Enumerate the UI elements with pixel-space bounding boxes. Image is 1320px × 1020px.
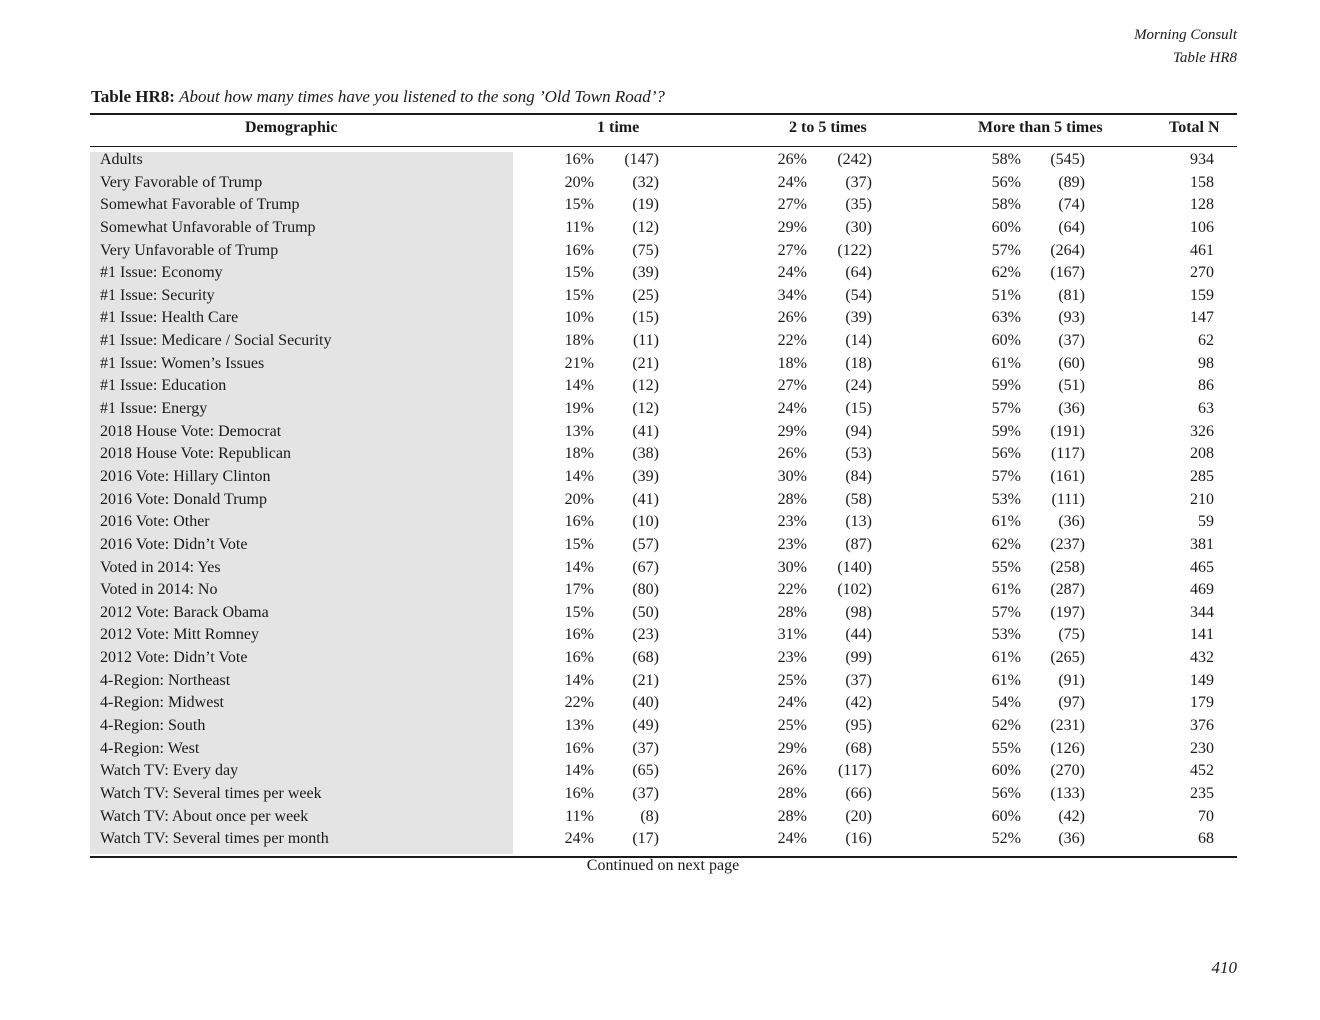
more-than-five-pct: 61% <box>991 671 1021 689</box>
two-to-five-n: (16) <box>845 830 872 848</box>
total-n: 285 <box>1190 467 1214 485</box>
one-time-n: (37) <box>632 739 659 757</box>
two-to-five-n: (242) <box>837 151 872 168</box>
one-time-n: (57) <box>632 535 659 553</box>
col-header-two-to-five: 2 to 5 times <box>789 119 867 136</box>
more-than-five-pct: 55% <box>991 558 1021 576</box>
one-time-pct: 24% <box>564 830 594 848</box>
row-label: #1 Issue: Security <box>100 286 215 304</box>
total-n: 230 <box>1190 739 1214 757</box>
one-time-pct: 16% <box>564 626 594 644</box>
one-time-pct: 18% <box>564 445 594 463</box>
one-time-n: (12) <box>632 377 659 395</box>
total-n: 63 <box>1198 400 1214 418</box>
one-time-n: (15) <box>632 309 659 327</box>
two-to-five-n: (30) <box>845 218 872 236</box>
table-row <box>0 399 1320 422</box>
header-source: Morning Consult <box>1134 27 1237 43</box>
one-time-pct: 11% <box>565 218 594 236</box>
total-n: 469 <box>1190 581 1214 599</box>
two-to-five-n: (53) <box>845 445 872 463</box>
more-than-five-pct: 61% <box>991 581 1021 599</box>
more-than-five-pct: 62% <box>991 717 1021 735</box>
more-than-five-n: (37) <box>1058 332 1085 350</box>
more-than-five-n: (197) <box>1050 603 1085 621</box>
two-to-five-n: (95) <box>845 717 872 735</box>
two-to-five-pct: 29% <box>777 218 807 236</box>
table-row <box>0 263 1320 286</box>
two-to-five-n: (42) <box>845 694 872 712</box>
two-to-five-n: (117) <box>837 762 872 780</box>
total-n: 149 <box>1190 671 1214 689</box>
row-label: #1 Issue: Medicare / Social Security <box>100 332 332 350</box>
more-than-five-n: (167) <box>1050 264 1085 282</box>
row-label: #1 Issue: Women’s Issues <box>100 354 265 372</box>
two-to-five-pct: 26% <box>777 309 807 327</box>
two-to-five-n: (37) <box>845 173 872 191</box>
more-than-five-pct: 55% <box>991 739 1021 757</box>
more-than-five-n: (36) <box>1058 400 1085 418</box>
more-than-five-n: (237) <box>1050 535 1085 553</box>
total-n: 86 <box>1198 377 1214 395</box>
table-row <box>0 716 1320 739</box>
total-n: 934 <box>1190 151 1214 168</box>
table-row <box>0 467 1320 490</box>
table-row <box>0 444 1320 467</box>
table-row <box>0 671 1320 694</box>
two-to-five-pct: 29% <box>777 422 807 440</box>
table-row <box>0 829 1320 852</box>
total-n: 465 <box>1190 558 1214 576</box>
row-label: 2012 Vote: Didn’t Vote <box>100 649 248 667</box>
two-to-five-pct: 26% <box>777 151 807 168</box>
one-time-pct: 14% <box>564 467 594 485</box>
col-header-more-than-five: More than 5 times <box>978 119 1103 136</box>
row-label: 4-Region: Northeast <box>100 671 231 689</box>
total-n: 376 <box>1190 717 1214 735</box>
one-time-n: (21) <box>632 671 659 689</box>
total-n: 158 <box>1190 173 1214 191</box>
two-to-five-n: (98) <box>845 603 872 621</box>
one-time-n: (37) <box>632 784 659 802</box>
one-time-pct: 16% <box>564 513 594 531</box>
one-time-pct: 15% <box>564 196 594 214</box>
row-label: 2016 Vote: Donald Trump <box>100 490 267 508</box>
col-header-one-time: 1 time <box>597 119 640 136</box>
table-row <box>0 512 1320 535</box>
more-than-five-pct: 54% <box>991 694 1021 712</box>
one-time-pct: 19% <box>564 400 594 418</box>
two-to-five-n: (66) <box>845 784 872 802</box>
one-time-n: (39) <box>632 264 659 282</box>
continued-note: Continued on next page <box>586 857 740 874</box>
table-row <box>0 308 1320 331</box>
table-title <box>91 87 665 107</box>
one-time-n: (68) <box>632 649 659 667</box>
more-than-five-pct: 56% <box>991 445 1021 463</box>
more-than-five-n: (75) <box>1058 626 1085 644</box>
table-row <box>0 784 1320 807</box>
more-than-five-pct: 60% <box>991 807 1021 825</box>
more-than-five-n: (89) <box>1058 173 1085 191</box>
row-label: 4-Region: West <box>100 739 200 757</box>
one-time-pct: 10% <box>564 309 594 327</box>
more-than-five-pct: 60% <box>991 762 1021 780</box>
two-to-five-pct: 26% <box>777 445 807 463</box>
table-row <box>0 490 1320 513</box>
total-n: 159 <box>1190 286 1214 304</box>
two-to-five-n: (54) <box>845 286 872 304</box>
row-label: #1 Issue: Education <box>100 377 227 395</box>
row-label: 2018 House Vote: Democrat <box>100 422 282 440</box>
total-n: 235 <box>1190 784 1214 802</box>
col-header-demographic: Demographic <box>245 119 338 136</box>
two-to-five-pct: 22% <box>777 332 807 350</box>
more-than-five-n: (64) <box>1058 218 1085 236</box>
one-time-n: (38) <box>632 445 659 463</box>
more-than-five-pct: 53% <box>991 626 1021 644</box>
row-label: Adults <box>100 151 143 168</box>
one-time-n: (75) <box>632 241 659 259</box>
more-than-five-pct: 58% <box>991 151 1021 168</box>
row-label: 2012 Vote: Mitt Romney <box>100 626 259 644</box>
more-than-five-n: (111) <box>1051 490 1085 508</box>
two-to-five-n: (140) <box>837 558 872 576</box>
two-to-five-pct: 27% <box>777 196 807 214</box>
two-to-five-n: (58) <box>845 490 872 508</box>
row-label: 4-Region: Midwest <box>100 694 224 712</box>
one-time-pct: 15% <box>564 535 594 553</box>
one-time-pct: 11% <box>565 807 594 825</box>
more-than-five-n: (161) <box>1050 467 1085 485</box>
one-time-pct: 21% <box>564 354 594 372</box>
row-label: Somewhat Unfavorable of Trump <box>100 218 316 236</box>
row-label: 2016 Vote: Hillary Clinton <box>100 467 271 485</box>
more-than-five-n: (270) <box>1050 762 1085 780</box>
table-top-rule <box>90 113 1237 115</box>
total-n: 62 <box>1198 332 1214 350</box>
two-to-five-pct: 24% <box>777 400 807 418</box>
two-to-five-pct: 23% <box>777 535 807 553</box>
one-time-pct: 13% <box>564 422 594 440</box>
one-time-pct: 14% <box>564 762 594 780</box>
table-row <box>0 195 1320 218</box>
table-row <box>0 150 1320 173</box>
two-to-five-n: (44) <box>845 626 872 644</box>
one-time-n: (39) <box>632 467 659 485</box>
two-to-five-pct: 26% <box>777 762 807 780</box>
more-than-five-n: (133) <box>1050 784 1085 802</box>
one-time-pct: 16% <box>564 784 594 802</box>
table-row <box>0 648 1320 671</box>
two-to-five-pct: 18% <box>777 354 807 372</box>
row-label: #1 Issue: Economy <box>100 264 223 282</box>
more-than-five-pct: 57% <box>991 603 1021 621</box>
one-time-pct: 15% <box>564 286 594 304</box>
one-time-pct: 16% <box>564 241 594 259</box>
one-time-n: (80) <box>632 581 659 599</box>
more-than-five-pct: 62% <box>991 535 1021 553</box>
total-n: 147 <box>1190 309 1214 327</box>
one-time-n: (12) <box>632 218 659 236</box>
total-n: 326 <box>1190 422 1214 440</box>
two-to-five-pct: 24% <box>777 694 807 712</box>
one-time-pct: 14% <box>564 671 594 689</box>
two-to-five-pct: 22% <box>777 581 807 599</box>
more-than-five-n: (545) <box>1050 151 1085 168</box>
more-than-five-n: (42) <box>1058 807 1085 825</box>
more-than-five-n: (287) <box>1050 581 1085 599</box>
table-row <box>0 241 1320 264</box>
more-than-five-n: (93) <box>1058 309 1085 327</box>
total-n: 461 <box>1190 241 1214 259</box>
row-label: #1 Issue: Energy <box>100 400 208 418</box>
one-time-n: (41) <box>632 422 659 440</box>
total-n: 344 <box>1190 603 1214 621</box>
two-to-five-n: (18) <box>845 354 872 372</box>
more-than-five-n: (191) <box>1050 422 1085 440</box>
two-to-five-pct: 23% <box>777 649 807 667</box>
table-row <box>0 580 1320 603</box>
one-time-n: (23) <box>632 626 659 644</box>
table-row <box>0 761 1320 784</box>
more-than-five-n: (117) <box>1050 445 1085 463</box>
one-time-n: (8) <box>640 807 659 825</box>
two-to-five-n: (24) <box>845 377 872 395</box>
one-time-n: (21) <box>632 354 659 372</box>
table-row <box>0 693 1320 716</box>
more-than-five-n: (231) <box>1050 717 1085 735</box>
two-to-five-n: (35) <box>845 196 872 214</box>
more-than-five-pct: 52% <box>991 830 1021 848</box>
more-than-five-n: (258) <box>1050 558 1085 576</box>
table-row <box>0 218 1320 241</box>
two-to-five-pct: 30% <box>777 558 807 576</box>
two-to-five-n: (102) <box>837 581 872 599</box>
more-than-five-pct: 59% <box>991 422 1021 440</box>
one-time-n: (25) <box>632 286 659 304</box>
table-row <box>0 422 1320 445</box>
more-than-five-n: (36) <box>1058 513 1085 531</box>
two-to-five-pct: 24% <box>777 173 807 191</box>
two-to-five-n: (87) <box>845 535 872 553</box>
more-than-five-pct: 57% <box>991 400 1021 418</box>
two-to-five-n: (84) <box>845 467 872 485</box>
one-time-pct: 17% <box>564 581 594 599</box>
total-n: 270 <box>1190 264 1214 282</box>
table-header-rule <box>90 146 1237 147</box>
total-n: 98 <box>1198 354 1214 372</box>
one-time-pct: 20% <box>564 490 594 508</box>
total-n: 68 <box>1198 830 1214 848</box>
row-label: Voted in 2014: No <box>100 581 218 599</box>
more-than-five-pct: 58% <box>991 196 1021 214</box>
row-label: Watch TV: Several times per week <box>100 784 322 802</box>
table-row <box>0 376 1320 399</box>
row-label: Watch TV: Several times per month <box>100 830 329 848</box>
two-to-five-n: (13) <box>845 513 872 531</box>
two-to-five-pct: 27% <box>777 377 807 395</box>
more-than-five-n: (265) <box>1050 649 1085 667</box>
more-than-five-pct: 56% <box>991 173 1021 191</box>
table-title-question: About how many times have you listened to the song ’Old Town Road’? <box>179 87 665 106</box>
total-n: 128 <box>1190 196 1214 214</box>
row-label: 2016 Vote: Other <box>100 513 210 531</box>
one-time-pct: 22% <box>564 694 594 712</box>
one-time-pct: 16% <box>564 151 594 168</box>
one-time-n: (67) <box>632 558 659 576</box>
one-time-n: (65) <box>632 762 659 780</box>
two-to-five-pct: 28% <box>777 490 807 508</box>
more-than-five-pct: 60% <box>991 218 1021 236</box>
table-row <box>0 807 1320 830</box>
two-to-five-n: (39) <box>845 309 872 327</box>
more-than-five-pct: 53% <box>991 490 1021 508</box>
total-n: 179 <box>1190 694 1214 712</box>
two-to-five-pct: 28% <box>777 807 807 825</box>
two-to-five-pct: 28% <box>777 784 807 802</box>
one-time-n: (19) <box>632 196 659 214</box>
more-than-five-pct: 61% <box>991 354 1021 372</box>
row-label: 2012 Vote: Barack Obama <box>100 603 269 621</box>
one-time-n: (32) <box>632 173 659 191</box>
two-to-five-n: (64) <box>845 264 872 282</box>
more-than-five-pct: 63% <box>991 309 1021 327</box>
table-row <box>0 558 1320 581</box>
one-time-n: (50) <box>632 603 659 621</box>
two-to-five-n: (14) <box>845 332 872 350</box>
two-to-five-pct: 25% <box>777 717 807 735</box>
table-row <box>0 354 1320 377</box>
more-than-five-n: (51) <box>1058 377 1085 395</box>
table-row <box>0 173 1320 196</box>
more-than-five-n: (81) <box>1058 286 1085 304</box>
one-time-pct: 18% <box>564 332 594 350</box>
header-table-id: Table HR8 <box>1172 50 1237 66</box>
more-than-five-pct: 61% <box>991 649 1021 667</box>
one-time-n: (41) <box>632 490 659 508</box>
one-time-n: (10) <box>632 513 659 531</box>
more-than-five-n: (126) <box>1050 739 1085 757</box>
table-body <box>0 150 1320 852</box>
total-n: 452 <box>1190 762 1214 780</box>
one-time-pct: 14% <box>564 558 594 576</box>
total-n: 208 <box>1190 445 1214 463</box>
two-to-five-pct: 24% <box>777 830 807 848</box>
total-n: 59 <box>1198 513 1214 531</box>
table-row <box>0 286 1320 309</box>
two-to-five-pct: 29% <box>777 739 807 757</box>
more-than-five-pct: 60% <box>991 332 1021 350</box>
more-than-five-n: (97) <box>1058 694 1085 712</box>
two-to-five-pct: 25% <box>777 671 807 689</box>
two-to-five-pct: 31% <box>777 626 807 644</box>
two-to-five-n: (99) <box>845 649 872 667</box>
table-row <box>0 603 1320 626</box>
total-n: 70 <box>1198 807 1214 825</box>
more-than-five-pct: 57% <box>991 467 1021 485</box>
row-label: Very Favorable of Trump <box>100 173 263 191</box>
table-row <box>0 625 1320 648</box>
row-label: #1 Issue: Health Care <box>100 309 239 327</box>
one-time-n: (49) <box>632 717 659 735</box>
one-time-n: (147) <box>624 151 659 168</box>
one-time-pct: 15% <box>564 603 594 621</box>
two-to-five-pct: 24% <box>777 264 807 282</box>
two-to-five-pct: 30% <box>777 467 807 485</box>
more-than-five-pct: 56% <box>991 784 1021 802</box>
more-than-five-n: (36) <box>1058 830 1085 848</box>
table-title-label: Table HR8: <box>91 87 175 106</box>
row-label: Voted in 2014: Yes <box>100 558 221 576</box>
one-time-pct: 16% <box>564 739 594 757</box>
table-row <box>0 535 1320 558</box>
two-to-five-n: (15) <box>845 400 872 418</box>
two-to-five-pct: 34% <box>777 286 807 304</box>
two-to-five-pct: 23% <box>777 513 807 531</box>
two-to-five-n: (122) <box>837 241 872 259</box>
one-time-n: (40) <box>632 694 659 712</box>
table-row <box>0 331 1320 354</box>
two-to-five-n: (68) <box>845 739 872 757</box>
more-than-five-n: (74) <box>1058 196 1085 214</box>
more-than-five-pct: 57% <box>991 241 1021 259</box>
more-than-five-pct: 61% <box>991 513 1021 531</box>
total-n: 106 <box>1190 218 1214 236</box>
row-label: Watch TV: About once per week <box>100 807 309 825</box>
one-time-pct: 20% <box>564 173 594 191</box>
two-to-five-pct: 27% <box>777 241 807 259</box>
more-than-five-pct: 62% <box>991 264 1021 282</box>
row-label: 2016 Vote: Didn’t Vote <box>100 535 248 553</box>
total-n: 210 <box>1190 490 1214 508</box>
col-header-total-n: Total N <box>1169 119 1220 136</box>
row-label: 2018 House Vote: Republican <box>100 445 291 463</box>
one-time-pct: 14% <box>564 377 594 395</box>
row-label: Very Unfavorable of Trump <box>100 241 279 259</box>
one-time-n: (17) <box>632 830 659 848</box>
more-than-five-pct: 59% <box>991 377 1021 395</box>
more-than-five-pct: 51% <box>991 286 1021 304</box>
one-time-pct: 13% <box>564 717 594 735</box>
row-label: Watch TV: Every day <box>100 762 239 780</box>
table-row <box>0 739 1320 762</box>
one-time-n: (11) <box>632 332 659 350</box>
page-number: 410 <box>1211 958 1237 977</box>
two-to-five-n: (37) <box>845 671 872 689</box>
more-than-five-n: (264) <box>1050 241 1085 259</box>
two-to-five-pct: 28% <box>777 603 807 621</box>
one-time-n: (12) <box>632 400 659 418</box>
one-time-pct: 15% <box>564 264 594 282</box>
row-label: Somewhat Favorable of Trump <box>100 196 300 214</box>
total-n: 141 <box>1190 626 1214 644</box>
one-time-pct: 16% <box>564 649 594 667</box>
two-to-five-n: (94) <box>845 422 872 440</box>
row-label: 4-Region: South <box>100 717 206 735</box>
total-n: 381 <box>1190 535 1214 553</box>
more-than-five-n: (60) <box>1058 354 1085 372</box>
more-than-five-n: (91) <box>1058 671 1085 689</box>
two-to-five-n: (20) <box>845 807 872 825</box>
total-n: 432 <box>1190 649 1214 667</box>
